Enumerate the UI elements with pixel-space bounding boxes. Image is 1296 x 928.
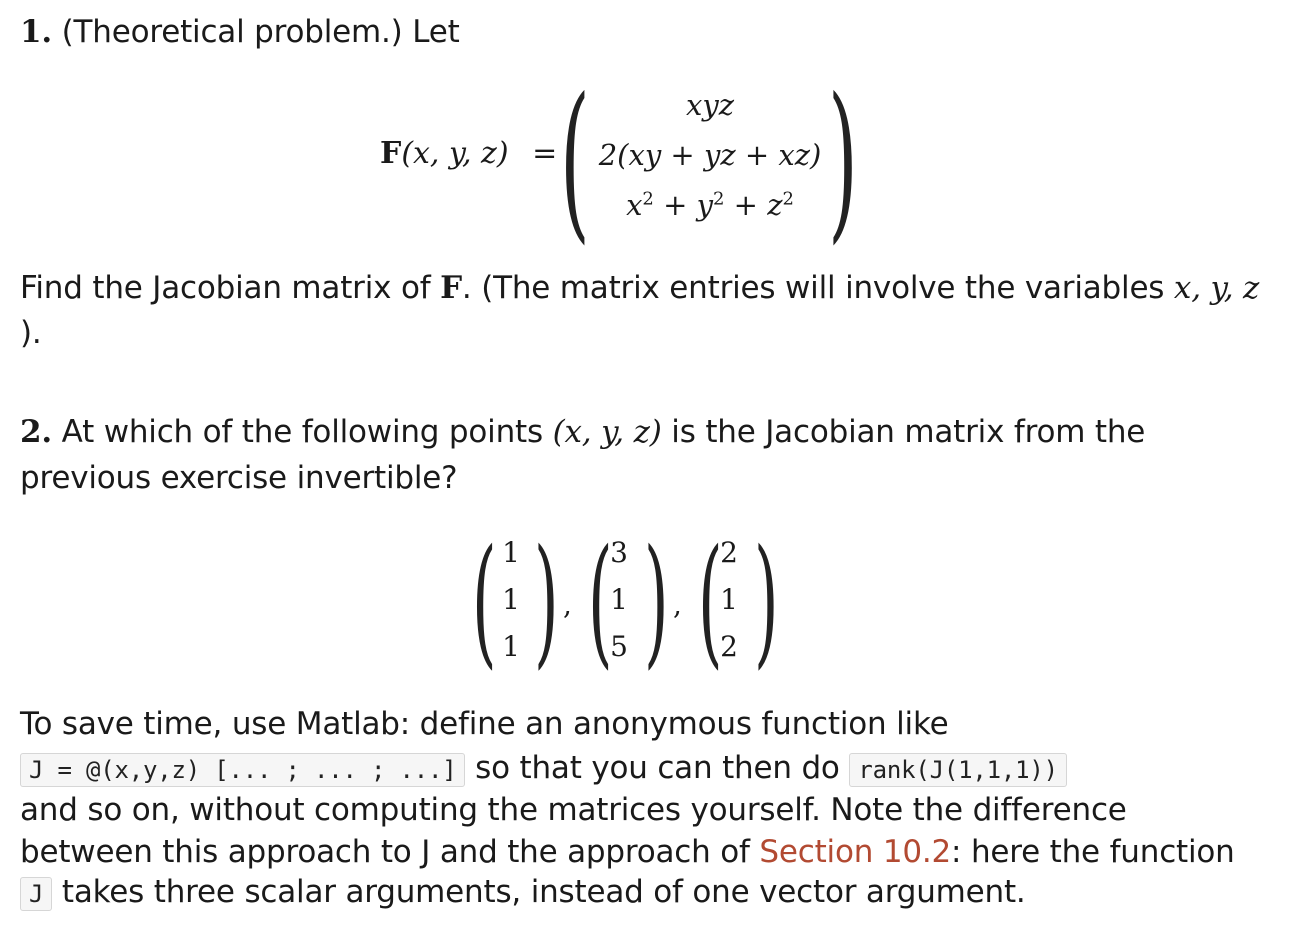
exp-1: 2 [642,188,654,210]
point-2-right-paren: ) [644,520,669,683]
point-1-y: 1 [502,583,520,616]
hint-line-4-pre: between this approach to J and the approach of [20,834,750,870]
right-paren-large: ) [828,62,858,260]
hint-line-4-post: : here the function [951,834,1235,870]
line1-math: (x, y, z) [552,414,662,450]
problem-1-header [20,14,460,50]
separator-2: , [673,588,682,621]
equals-sign: = [532,136,558,171]
left-paren-large: ( [560,62,590,260]
point-1-z: 1 [502,630,520,663]
point-2-x: 3 [610,536,628,569]
hint-line-5 [20,874,1026,910]
section-link[interactable]: Section 10.2 [759,834,952,870]
question-end: ). [20,315,42,351]
point-3-x: 2 [720,536,738,569]
vector-entry-3 [590,188,830,222]
problem-2-number: 2. [20,414,52,450]
problem-intro: (Theoretical problem.) Let [61,14,460,50]
exp-3: 2 [782,188,794,210]
line1-post: is the Jacobian matrix from the [671,414,1146,450]
problem-number: 1. [20,14,52,50]
separator-1: , [563,588,572,621]
term-y: + y [653,188,713,222]
hint-line-4 [20,834,1235,870]
function-definition-lhs [380,136,557,171]
hint-line-2 [20,750,1067,786]
term-z: + z [724,188,783,222]
point-1-right-paren: ) [534,520,559,683]
point-2-left-paren: ( [588,520,613,683]
function-args: (x, y, z) [401,136,509,171]
point-3-right-paren: ) [754,520,779,683]
vector-entry-2-text: 2(xy + yz + xz) [598,138,822,172]
code-rank-call: rank(J(1,1,1)) [849,753,1067,787]
question-mid: . (The matrix entries will involve the variables [461,270,1165,306]
point-2-z: 5 [610,630,628,663]
problem-2-line-1 [20,414,1145,450]
code-J: J [20,877,52,911]
point-3-z: 2 [720,630,738,663]
line1-pre: At which of the following points [61,414,543,450]
hint-line-2-mid: so that you can then do [475,750,840,786]
question-vars: x, y, z [1173,270,1260,306]
function-name: F [380,136,402,171]
point-2-y: 1 [610,583,628,616]
problem-2-line-2: previous exercise invertible? [20,460,458,496]
point-1-x: 1 [502,536,520,569]
problem-1-question [20,270,1259,306]
question-pre: Find the Jacobian matrix of [20,270,431,306]
point-3-y: 1 [720,583,738,616]
exp-2: 2 [713,188,725,210]
vector-entry-1: xyz [685,88,735,122]
point-1-left-paren: ( [472,520,497,683]
question-function-name: F [440,270,462,306]
hint-line-3: and so on, without computing the matrices yourself. Note the difference [20,792,1127,828]
vector-entry-2 [590,138,830,172]
point-3-left-paren: ( [698,520,723,683]
hint-line-5-text: takes three scalar arguments, instead of one vector argument. [61,874,1026,910]
code-anonymous-function: J = @(x,y,z) [... ; ... ; ...] [20,753,465,787]
hint-line-1: To save time, use Matlab: define an anonymous function like [20,706,949,742]
term-x: x [626,188,643,222]
